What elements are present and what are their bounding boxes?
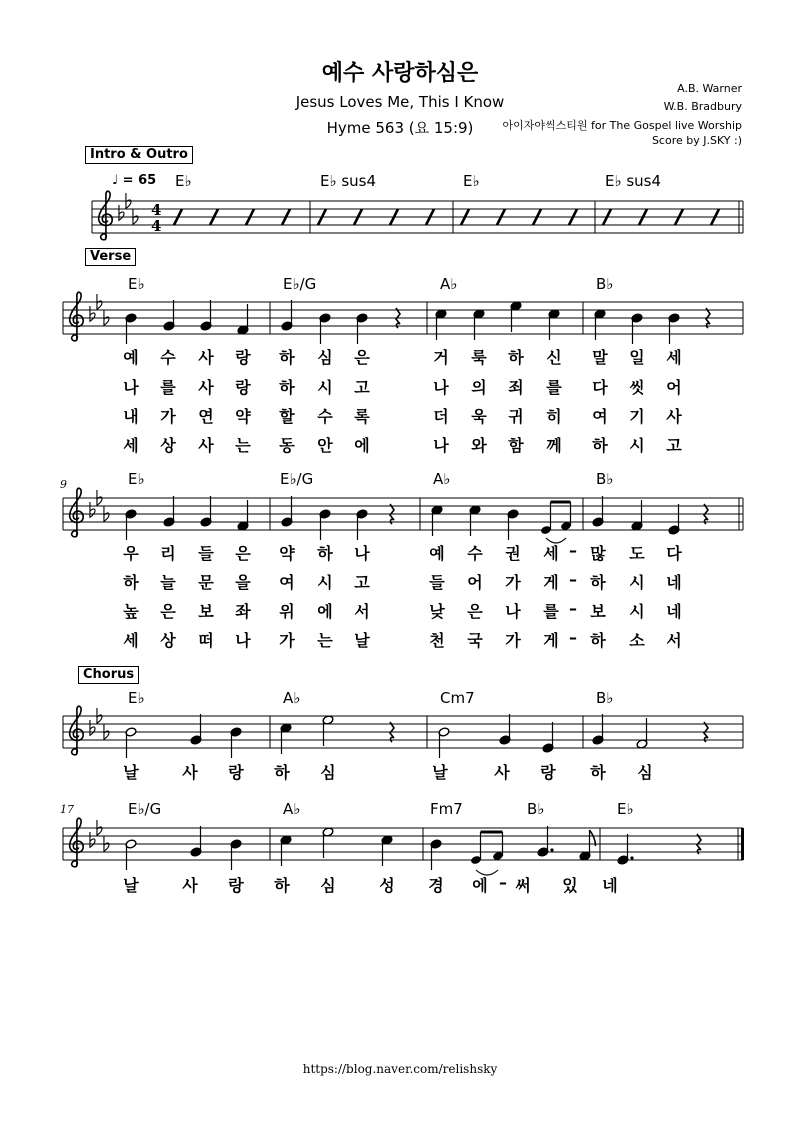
lyric-syllable: 가: [160, 407, 176, 426]
lyric-syllable: 록: [354, 407, 370, 426]
lyric-syllable: 죄: [508, 378, 524, 397]
flat-icon: [104, 836, 109, 851]
lyric-syllable: 나: [433, 378, 449, 397]
lyric-syllable: 날: [123, 876, 139, 895]
lyric-syllable: 거: [433, 348, 449, 367]
flat-icon: [97, 708, 102, 723]
flat-icon: [90, 832, 95, 847]
lyric-syllable: 여: [279, 573, 295, 592]
lyric-syllable: 가: [505, 631, 521, 650]
treble-clef-icon: [70, 818, 84, 867]
chord-symbol: E♭: [463, 172, 480, 190]
lyric-syllable: 고: [354, 378, 370, 397]
chord-symbol: E♭: [128, 275, 145, 293]
time-signature-top: 4: [151, 201, 162, 219]
lyric-syllable: 사: [198, 348, 214, 367]
lyric-syllable: 우: [123, 544, 139, 563]
lyric-syllable: 서: [666, 631, 682, 650]
lyric-syllable: 을: [235, 573, 251, 592]
flat-icon: [90, 720, 95, 735]
chord-symbol: Fm7: [430, 800, 463, 818]
treble-clef-icon: [70, 292, 84, 341]
lyric-syllable: 은: [354, 348, 370, 367]
lyric-syllable: 랑: [228, 876, 244, 895]
lyric-syllable: 보: [198, 602, 214, 621]
lyric-syllable: 나: [354, 544, 370, 563]
lyric-syllable: 고: [666, 436, 682, 455]
tempo-marking: ♩ = 65: [112, 173, 157, 188]
chord-symbol: E♭/G: [280, 470, 314, 488]
lyric-syllable: 고: [354, 573, 370, 592]
lyric-syllable: –: [499, 873, 507, 892]
page-title: 예수 사랑하심은: [321, 61, 479, 86]
lyric-syllable: –: [569, 628, 577, 647]
lyric-syllable: 시: [629, 573, 645, 592]
lyric-syllable: 사: [198, 436, 214, 455]
lyric-syllable: 가: [279, 631, 295, 650]
chord-symbol: B♭: [596, 689, 614, 707]
lyric-syllable: 를: [543, 602, 559, 621]
credit-arranger: 아이자야씩스티원 for The Gospel live Worship: [502, 119, 742, 132]
lyric-syllable: 게: [543, 573, 559, 592]
lyric-syllable: 안: [317, 436, 333, 455]
lyric-syllable: 동: [279, 436, 295, 455]
lyric-syllable: –: [569, 541, 577, 560]
lyric-syllable: 어: [467, 573, 483, 592]
lyric-syllable: 씻: [629, 378, 645, 397]
lyric-syllable: 들: [429, 573, 445, 592]
lyric-syllable: 국: [467, 631, 483, 650]
lyric-syllable: 예: [429, 544, 445, 563]
lyric-syllable: 경: [428, 876, 444, 895]
treble-clef-icon: [70, 706, 84, 755]
lyric-syllable: 늘: [160, 573, 176, 592]
flat-icon: [97, 294, 102, 309]
chord-symbol: E♭: [175, 172, 192, 190]
lyric-syllable: 성: [379, 876, 395, 895]
lyric-syllable: 사: [666, 407, 682, 426]
lyric-syllable: 심: [637, 763, 653, 782]
lyric-syllable: 하: [123, 573, 139, 592]
lyric-syllable: 시: [317, 378, 333, 397]
lyric-syllable: 낮: [429, 602, 445, 621]
credit-composer: W.B. Bradbury: [663, 100, 742, 113]
lyric-syllable: 연: [198, 407, 214, 426]
lyric-syllable: 시: [317, 573, 333, 592]
chord-symbol: E♭: [128, 689, 145, 707]
lyric-syllable: 사: [198, 378, 214, 397]
chord-symbol: B♭: [596, 275, 614, 293]
lyric-syllable: 말: [592, 348, 608, 367]
lyric-syllable: 위: [279, 602, 295, 621]
lyric-syllable: 의: [471, 378, 487, 397]
flat-icon: [97, 490, 102, 505]
lyric-syllable: 할: [279, 407, 295, 426]
chord-symbol: E♭: [128, 470, 145, 488]
chord-symbol: A♭: [283, 689, 301, 707]
lyric-syllable: 하: [317, 544, 333, 563]
lyric-syllable: 를: [546, 378, 562, 397]
lyric-syllable: 히: [546, 407, 562, 426]
section-label-verse: Verse: [85, 248, 136, 266]
lyric-syllable: 욱: [471, 407, 487, 426]
flat-icon: [104, 310, 109, 325]
chord-symbol: E♭ sus4: [605, 172, 662, 190]
lyric-syllable: 하: [590, 631, 606, 650]
lyric-syllable: 권: [505, 544, 521, 563]
chord-symbol: A♭: [433, 470, 451, 488]
lyric-syllable: 하: [279, 348, 295, 367]
flat-icon: [133, 209, 138, 224]
lyric-syllable: 어: [666, 378, 682, 397]
flat-icon: [104, 506, 109, 521]
lyric-syllable: 날: [354, 631, 370, 650]
lyric-syllable: 하: [279, 378, 295, 397]
lyric-syllable: 수: [160, 348, 176, 367]
lyric-syllable: 하: [274, 876, 290, 895]
chord-symbol: A♭: [283, 800, 301, 818]
lyric-syllable: 날: [123, 763, 139, 782]
chord-symbol: Cm7: [440, 689, 475, 707]
lyric-syllable: 는: [317, 631, 333, 650]
flat-icon: [97, 820, 102, 835]
chord-symbol: E♭: [617, 800, 634, 818]
lyric-syllable: 나: [123, 378, 139, 397]
credit-lyricist: A.B. Warner: [677, 82, 742, 95]
lyric-syllable: 시: [629, 602, 645, 621]
chord-symbol: A♭: [440, 275, 458, 293]
lyric-syllable: 하: [590, 763, 606, 782]
lyric-syllable: 하: [590, 573, 606, 592]
lyric-syllable: 있: [562, 876, 578, 895]
lyric-syllable: 수: [317, 407, 333, 426]
chord-symbol: E♭/G: [283, 275, 317, 293]
lyric-syllable: 나: [433, 436, 449, 455]
lyric-syllable: 랑: [540, 763, 556, 782]
section-label-chorus: Chorus: [78, 666, 139, 684]
lyric-syllable: 에: [354, 436, 370, 455]
chord-symbol: E♭ sus4: [320, 172, 377, 190]
lyric-syllable: 랑: [235, 378, 251, 397]
section-label-intro: Intro & Outro: [85, 146, 193, 164]
lyric-syllable: 좌: [235, 602, 251, 621]
final-barline: [741, 828, 744, 860]
flat-icon: [126, 193, 131, 208]
lyric-syllable: 심: [320, 763, 336, 782]
lyric-syllable: –: [569, 599, 577, 618]
lyric-syllable: 시: [629, 436, 645, 455]
lyric-syllable: 룩: [471, 348, 487, 367]
lyric-syllable: 를: [160, 378, 176, 397]
credit-score-by: Score by J.SKY :): [651, 134, 742, 147]
chord-symbol: B♭: [527, 800, 545, 818]
lyric-syllable: 상: [160, 436, 176, 455]
lyric-syllable: 께: [546, 436, 562, 455]
lyric-syllable: 상: [160, 631, 176, 650]
lyric-syllable: 가: [505, 573, 521, 592]
lyric-syllable: 천: [429, 631, 445, 650]
lyric-syllable: 예: [123, 348, 139, 367]
lyric-syllable: 에: [317, 602, 333, 621]
lyric-syllable: 문: [198, 573, 214, 592]
lyric-syllable: 많: [590, 544, 606, 563]
lyric-syllable: 약: [279, 544, 295, 563]
lyric-syllable: 나: [505, 602, 521, 621]
hymn-reference: Hyme 563 (요 15:9): [326, 119, 474, 137]
lyric-syllable: 수: [467, 544, 483, 563]
lyric-syllable: 기: [629, 407, 645, 426]
lyric-syllable: 여: [592, 407, 608, 426]
lyric-syllable: 사: [182, 876, 198, 895]
lyric-syllable: 더: [433, 407, 449, 426]
flat-icon: [119, 205, 124, 220]
dot: [550, 848, 553, 851]
lyric-syllable: 심: [320, 876, 336, 895]
lyric-syllable: 은: [467, 602, 483, 621]
lyric-syllable: 귀: [508, 407, 524, 426]
lyric-syllable: 네: [666, 573, 682, 592]
measure-number: 9: [60, 478, 67, 491]
lyric-syllable: 높: [123, 602, 139, 621]
footer-url: https://blog.naver.com/relishsky: [302, 1062, 498, 1076]
lyric-syllable: 보: [590, 602, 606, 621]
lyric-syllable: 네: [666, 602, 682, 621]
lyric-syllable: 일: [629, 348, 645, 367]
lyric-syllable: 와: [471, 436, 487, 455]
lyric-syllable: 리: [160, 544, 176, 563]
chord-symbol: B♭: [596, 470, 614, 488]
lyric-syllable: 세: [123, 436, 139, 455]
lyric-syllable: 써: [515, 876, 531, 895]
time-signature-bottom: 4: [151, 217, 162, 235]
lyric-syllable: 은: [160, 602, 176, 621]
lyric-syllable: 랑: [235, 348, 251, 367]
flat-icon: [104, 724, 109, 739]
lyric-syllable: 에: [472, 876, 488, 895]
lyric-syllable: 네: [602, 876, 618, 895]
lyric-syllable: –: [569, 570, 577, 589]
chord-symbol: E♭/G: [128, 800, 162, 818]
lyric-syllable: 사: [494, 763, 510, 782]
lyric-syllable: 게: [543, 631, 559, 650]
lyric-syllable: 심: [317, 348, 333, 367]
lyric-syllable: 서: [354, 602, 370, 621]
measure-number: 17: [60, 803, 74, 816]
lyric-syllable: 하: [592, 436, 608, 455]
lyric-syllable: 나: [235, 631, 251, 650]
lyric-syllable: 세: [543, 544, 559, 563]
lyric-syllable: 사: [182, 763, 198, 782]
lyric-syllable: 들: [198, 544, 214, 563]
lyric-syllable: 하: [274, 763, 290, 782]
lyric-syllable: 함: [508, 436, 524, 455]
lyric-syllable: 신: [546, 348, 562, 367]
dot: [630, 856, 633, 859]
lyric-syllable: 세: [123, 631, 139, 650]
treble-clef-icon: [70, 488, 84, 537]
lyric-syllable: 하: [508, 348, 524, 367]
lyric-syllable: 떠: [198, 631, 214, 650]
flat-icon: [90, 306, 95, 321]
lyric-syllable: 도: [629, 544, 645, 563]
lyric-syllable: 약: [235, 407, 251, 426]
quarter-note-icon: ♩: [112, 173, 119, 188]
lyric-syllable: 랑: [228, 763, 244, 782]
lyric-syllable: 은: [235, 544, 251, 563]
lyric-syllable: 다: [666, 544, 682, 563]
lyric-syllable: 내: [123, 407, 139, 426]
lyric-syllable: 날: [432, 763, 448, 782]
treble-clef-icon: [99, 191, 113, 240]
lyric-syllable: 는: [235, 436, 251, 455]
lyric-syllable: 소: [629, 631, 645, 650]
lyric-syllable: 세: [666, 348, 682, 367]
lyric-syllable: 다: [592, 378, 608, 397]
subtitle-english: Jesus Loves Me, This I Know: [295, 93, 505, 111]
flat-icon: [90, 502, 95, 517]
